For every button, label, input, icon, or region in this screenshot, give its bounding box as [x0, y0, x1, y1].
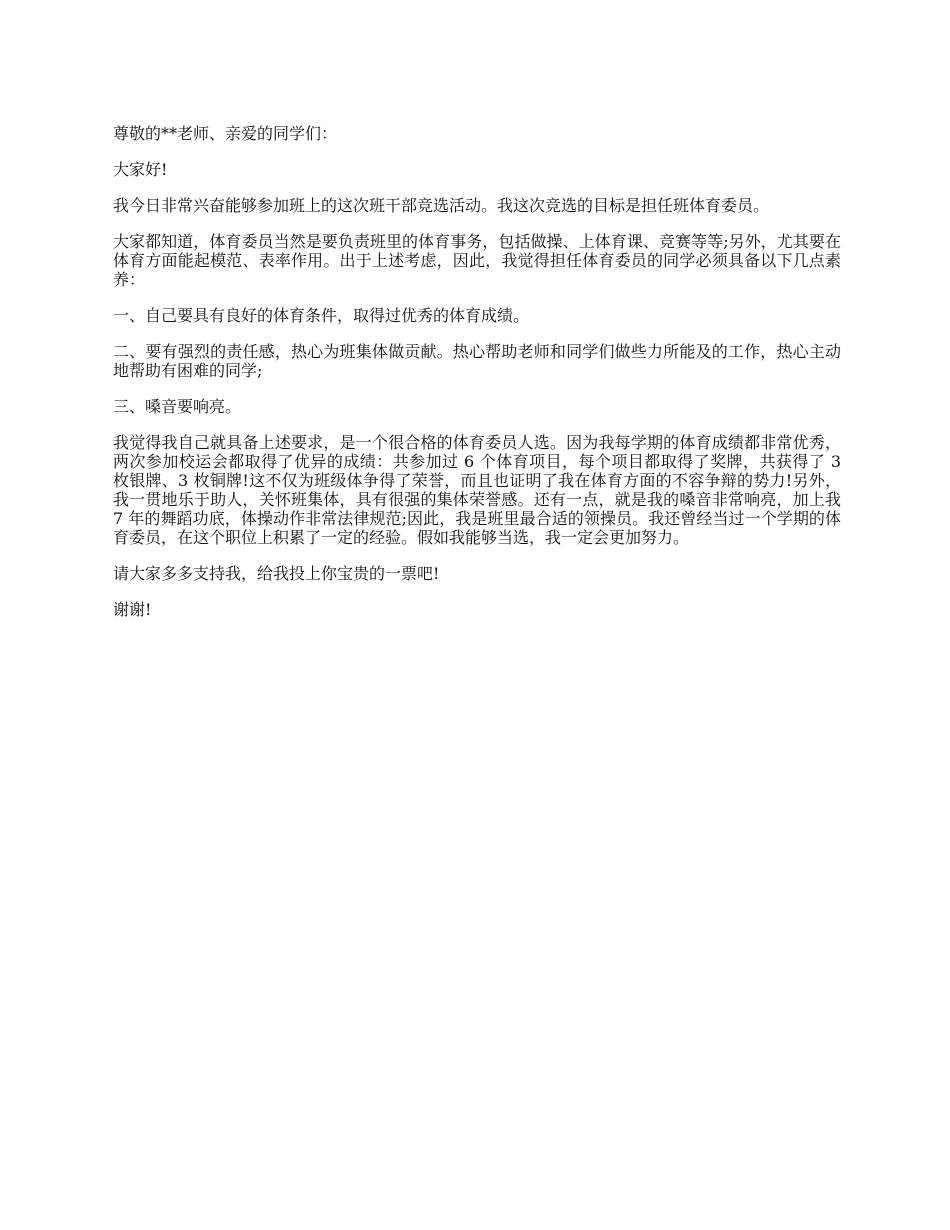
requirements-paragraph: 大家都知道，体育委员当然是要负责班里的体育事务，包括做操、上体育课、竞赛等等;另外，尤其要在体育方面能起模范、表率作用。出于上述考虑，因此，我觉得担任体育委员的同学必须具备以下几点素养： — [113, 232, 841, 289]
qualification-paragraph: 我觉得我自己就具备上述要求，是一个很合格的体育委员人选。因为我每学期的体育成绩都非常优秀，两次参加校运会都取得了优异的成绩：共参加过 6 个体育项目，每个项目都取得了奖牌，共获得了 3 枚银牌、3 枚铜牌!这不仅为班级体争得了荣誉，而且也证明了我在体育方面的不容争辩的势力!另外，我一贯地乐于助人，关怀班集体，具有很强的集体荣誉感。还有一点，就是我的嗓音非常响亮，加上我 7 年的舞蹈功底，体操动作非常法律规范;因此，我是班里最合适的领操员。我还曾经当过一个学期的体育委员，在这个职位上积累了一定的经验。假如我能够当选，我一定会更加努力。 — [113, 433, 841, 547]
thanks: 谢谢! — [113, 600, 152, 619]
requirement-item-2: 二、要有强烈的责任感，热心为班集体做贡献。热心帮助老师和同学们做些力所能及的工作，热心主动地帮助有困难的同学; — [113, 342, 841, 380]
greeting: 大家好! — [113, 160, 168, 179]
requirement-item-3: 三、嗓音要响亮。 — [113, 397, 242, 416]
intro-paragraph: 我今日非常兴奋能够参加班上的这次班干部竞选活动。我这次竞选的目标是担任班体育委员。 — [113, 196, 770, 215]
closing-request: 请大家多多支持我，给我投上你宝贵的一票吧! — [113, 564, 440, 583]
document-page — [113, 124, 841, 636]
salutation: 尊敬的**老师、亲爱的同学们： — [113, 124, 338, 143]
requirement-item-1: 一、自己要具有良好的体育条件，取得过优秀的体育成绩。 — [113, 306, 530, 325]
